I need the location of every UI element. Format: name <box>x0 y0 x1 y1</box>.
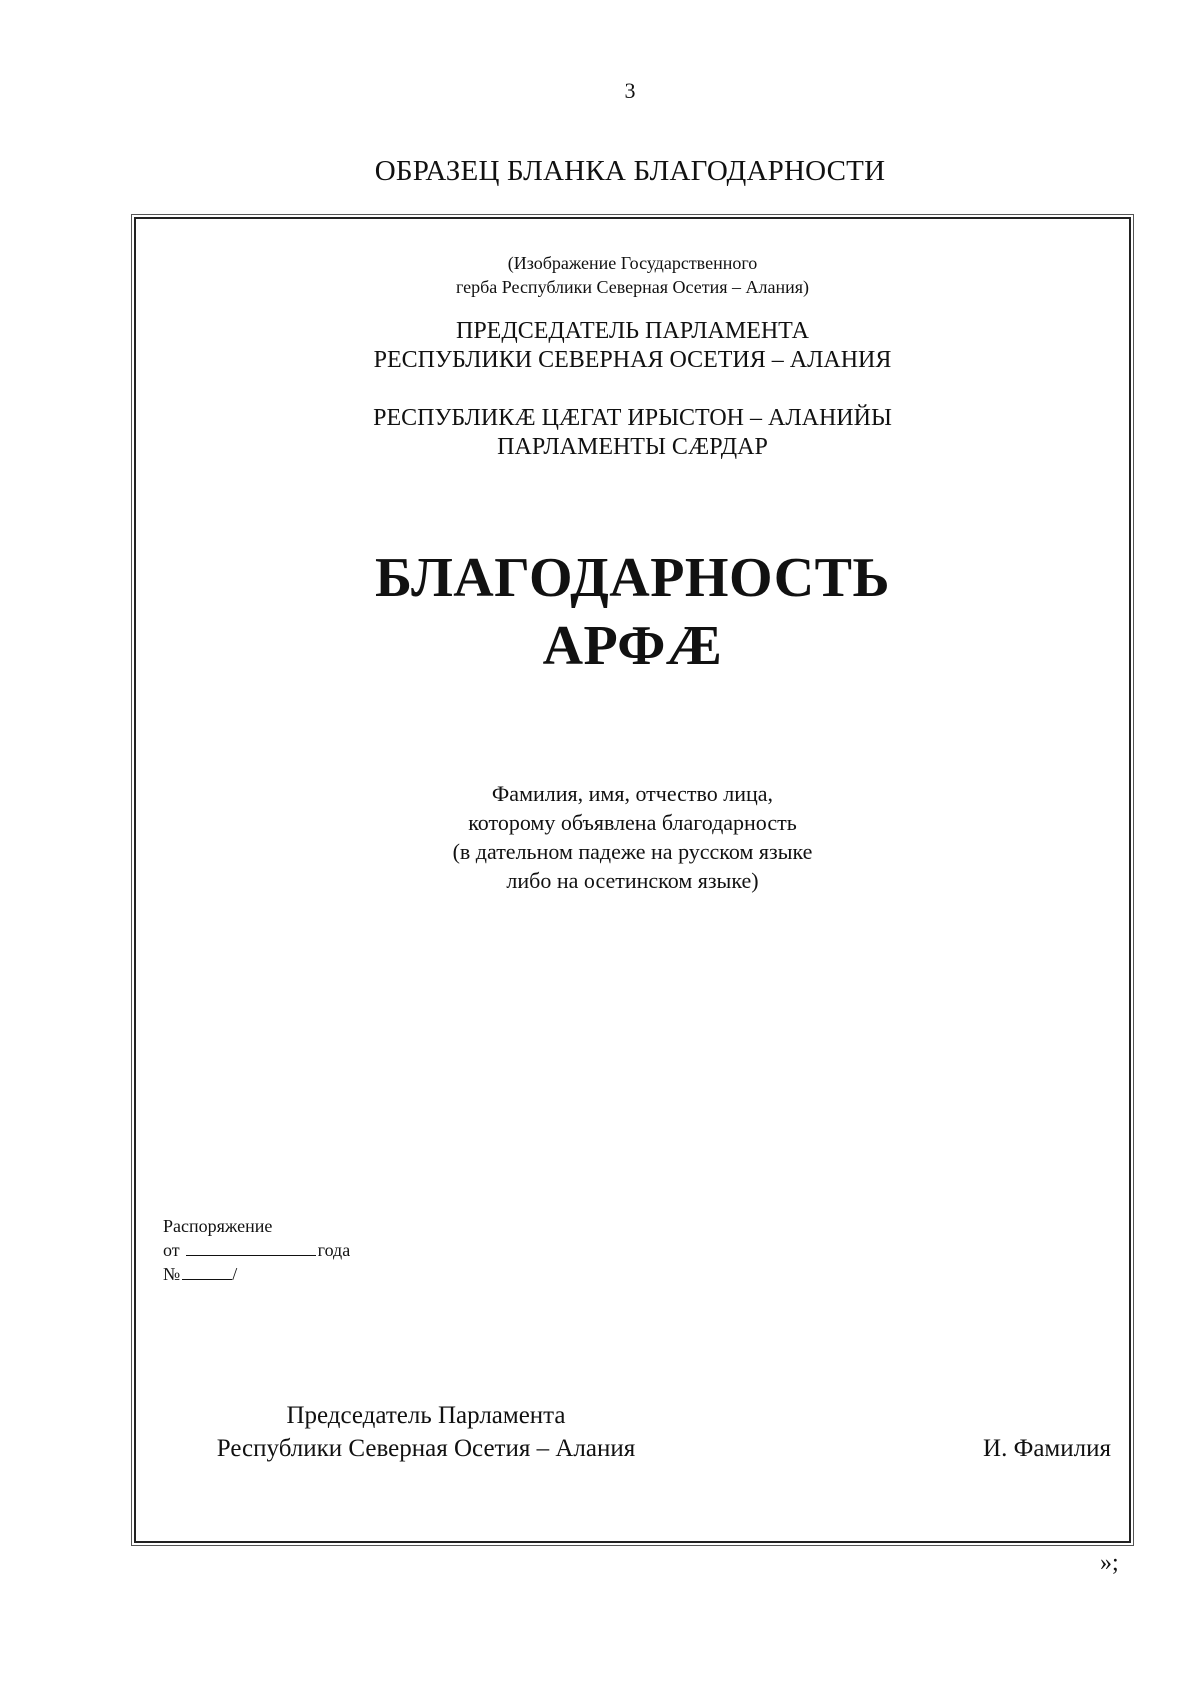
order-label: Распоряжение <box>163 1216 273 1236</box>
emblem-note-line: герба Республики Северная Осетия – Алания) <box>455 277 810 297</box>
chairman-title-russian <box>136 317 1129 375</box>
signer-name: И. Фамилия <box>983 1435 1111 1462</box>
title-ossetian: АРФÆ <box>542 615 723 677</box>
recipient-note-line: Фамилия, имя, отчество лица, <box>491 781 774 806</box>
order-date-suffix: года <box>317 1240 351 1260</box>
order-number-blank <box>182 1263 232 1280</box>
signer-position-line: Республики Северная Осетия – Алания <box>216 1435 636 1462</box>
recipient-name-placeholder <box>136 779 1129 895</box>
order-date-blank <box>186 1239 316 1256</box>
title-russian: БЛАГОДАРНОСТЬ <box>374 547 891 609</box>
chairman-os-line: РЕСПУБЛИКÆ ЦÆГАТ ИРЫСТОН – АЛАНИЙЫ <box>373 405 892 431</box>
closing-quote: »; <box>1100 1550 1119 1576</box>
recipient-note-line: (в дательном падеже на русском языке <box>452 839 813 864</box>
order-number-line <box>163 1262 350 1286</box>
order-number-prefix: № <box>163 1264 181 1284</box>
emblem-note-line: (Изображение Государственного <box>507 253 758 273</box>
signer-position-line: Председатель Парламента <box>286 1402 566 1429</box>
chairman-title-ossetian <box>136 404 1129 462</box>
certificate-form-frame <box>134 217 1131 1543</box>
chairman-ru-line: ПРЕДСЕДАТЕЛЬ ПАРЛАМЕНТА <box>456 318 809 344</box>
chairman-os-line: ПАРЛАМЕНТЫ СÆРДАР <box>497 434 768 460</box>
order-number-separator: / <box>232 1264 238 1284</box>
emblem-placeholder-note <box>136 251 1129 299</box>
recipient-note-line: которому объявлена благодарность <box>468 810 797 835</box>
signer-position <box>176 1399 676 1465</box>
order-date-line <box>163 1238 350 1262</box>
recipient-note-line: либо на осетинском языке) <box>506 868 759 893</box>
document-heading: ОБРАЗЕЦ БЛАНКА БЛАГОДАРНОСТИ <box>374 155 886 187</box>
order-details <box>163 1214 350 1286</box>
page-number: 3 <box>624 78 636 103</box>
order-date-prefix: от <box>163 1240 180 1260</box>
chairman-ru-line: РЕСПУБЛИКИ СЕВЕРНАЯ ОСЕТИЯ – АЛАНИЯ <box>373 347 892 373</box>
certificate-title <box>136 544 1129 680</box>
